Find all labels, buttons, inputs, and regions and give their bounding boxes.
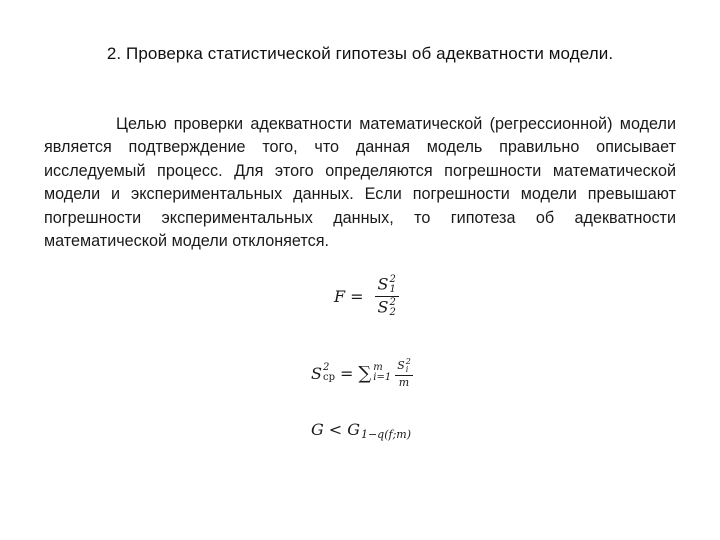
s-avg-fraction [395,358,413,388]
numerator-sub: 1 [389,284,396,295]
formula-f-ratio [334,275,399,318]
g-less-than: < [328,420,343,439]
s-avg-sub: ср [322,372,335,383]
denominator-sub: 2 [389,307,396,318]
s-avg-base: S [311,363,322,383]
g-rhs-subscript: 1−q(f;m) [360,428,412,441]
s-avg-sup: 2 [322,362,330,373]
denominator-base: S [377,297,389,317]
formula-f-lhs: F [334,287,346,306]
body-paragraph: Целью проверки адекватности математической (регрессионной) модели является подтверждение того, что данная модель правильно описывает исследуемый процесс. Для этого определяются погрешности математической модели и экспериментальных данных. Если погрешности модели превышают погрешности экспериментальных данных, то гипотеза об адекватности математической модели отклоняется. [44,115,676,251]
denominator-scripts [389,298,395,318]
sum-lower-limit: i=1 [373,372,392,383]
formula-f-equals: = [350,287,364,306]
sum-symbol: ∑ [358,362,372,384]
frac-num-sub: i [405,365,409,374]
formula-f-fraction [375,275,399,318]
sum-limits [373,363,391,383]
formula-s-average [311,358,413,388]
slide-title: 2. Проверка статистической гипотезы об адекватности модели. [106,44,614,63]
frac-num-scripts [406,358,411,374]
formula-f-numerator [375,275,399,295]
formula-g-test [311,420,411,439]
s-avg-equals: = [339,363,354,383]
s-avg-frac-numerator [395,358,413,374]
numerator-scripts [389,275,395,295]
numerator-sup: 2 [389,274,396,285]
sum-upper-limit: m [373,362,383,373]
frac-num-base: S [397,359,405,372]
frac-num-sup: 2 [405,357,411,366]
s-avg-frac-denominator: m [398,376,410,389]
formula-f-denominator [375,298,399,318]
g-rhs: G [347,420,360,439]
denominator-sup: 2 [389,297,396,308]
g-lhs: G [311,420,324,439]
s-avg-scripts [323,363,335,383]
numerator-base: S [377,274,389,294]
